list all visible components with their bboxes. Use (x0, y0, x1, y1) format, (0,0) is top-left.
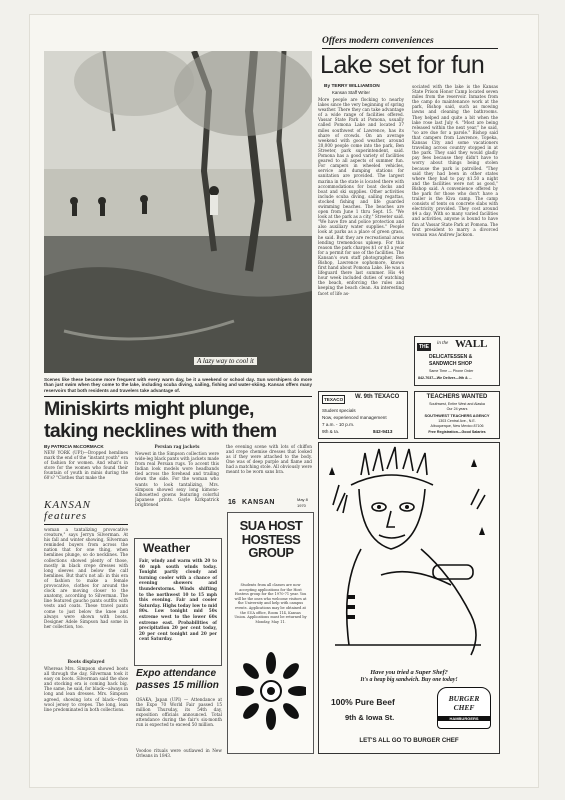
mini-column-1-bottom: Whereas Mrs. Simpson showed boots all through the day, Silverman took it easy on boots. Silverman said the shoe and stocking era is coming back big. The same, he said, for black—always in long and lean dresses. Mrs. Simpson agreed, showing lots of black—from wool jersey to crepes. The long, lean line predominated in both collections. (44, 666, 128, 712)
burger-line1: Have you tried a Super Shef? (370, 669, 448, 676)
texaco-bullet-1: Student specials (322, 408, 356, 413)
burger-logo-3: HAMBURGERS (438, 716, 490, 721)
expo-headline: Expo attendance passes 15 million (136, 668, 219, 691)
flower-decoration-icon (236, 651, 306, 731)
weather-box (134, 538, 222, 666)
mini-column-1-top: NEW YORK (UPI)—Dropped hemlines mark the end of the "instant youth" era of fashion for women. And what's in store for the women who found their fountain of youth in minis during the 60's? "Clothes that make the (44, 450, 128, 481)
wall-ad-wall: WALL (455, 338, 488, 350)
in-the-wall-ad (414, 336, 500, 386)
sua-body: Students from all classes are now accepting applications for the Host Hostess group for the 1970-71 year. You will be the ones who welcome visitors at the University and help with campus events. Applications may be obtained at the SUA office, Room 114, Kansas Union. Applications must be returned by Monday, May 11. (234, 583, 307, 624)
burger-chef-ad (318, 442, 500, 754)
texaco-bullet-2: Now, experienced management (322, 415, 387, 420)
kansan-features-logo: KANSAN features (44, 499, 91, 522)
voodoo-filler: Voodoo rituals were outlawed in New Orleans in 1843. (136, 748, 222, 759)
sua-title: SUA HOST HOSTESS GROUP (239, 518, 303, 560)
mini-subhead-boots: Boots displayed (67, 659, 105, 664)
lake-column-1: More people are flocking to nearby lakes since the very beginning of spring weather. There they can take advantage of a wide range of facilities offered. Vassar State Park at Pomona, usually called Pomona Lake and located 37 miles southwest of Lawrence, has its share of crowds. On an average weekend with good weather, around 20,000 people come into the park, Ben Streeter, park superintendent, said. Pomona has a good variety of facilities geared to all aspects of summer fun. For campers in wheeled vehicles, service and dumping stations for sanitation are provided. The largest marina in the state is located there with accommodations for boat docks and boat and ski supplies. Other activities include scuba diving, sailing regattas, stocked fishing and life guarded swimming beaches. The beaches are open from June 1 thru Sept. 15. "We look at the park as a city," Streeter said. "We have fire and police protection and also auxiliary water supplies." People look at parks as a place of green grass, he said. But they are recreational areas lending tremendous upkeep. For this reason the park charges $1 or $3 a year for a permit for use of the facilities. The Kansan's own staff photographer, Ben Bishop, Lawrence sophomore, knows first hand about Pomona Lake. He was a lifeguard there last summer. His 44 hour week included duties of watching the beach, enforcing the rules and keeping the beach clean. An interesting facet of life as- (318, 97, 404, 296)
wall-ad-the: THE (419, 344, 429, 350)
wall-ad-line1: DELICATESSEN & (429, 354, 473, 360)
teachers-agency: SOUTHWEST TEACHERS AGENCY (424, 413, 490, 418)
burger-chef-logo (437, 687, 491, 729)
section-rule (44, 396, 312, 397)
lake-byline-role: Kansan Staff Writer (332, 90, 370, 95)
lake-headline: Lake set for fun (320, 51, 485, 79)
features-rule (44, 524, 128, 525)
folio-date: May 8 (297, 497, 308, 502)
burger-tagline: LET'S ALL GO TO BURGER CHEF (359, 737, 459, 744)
teachers-addr3: Free Registration—Good Salaries (428, 430, 486, 434)
folio-year: 1970 (297, 503, 306, 508)
burger-logo-1: BURGER (448, 694, 480, 703)
wall-ad-line4: 842-7037—We Deliver—9th & ... (418, 376, 472, 380)
wall-ad-line2: SANDWICH SHOP (429, 361, 473, 367)
folio-page: 16 (228, 499, 236, 506)
indian-chief-illustration (321, 445, 497, 665)
burger-line2: It's a heap big sandwich. Buy one today! (360, 677, 458, 683)
mini-column-3: the evening scene with lots of chiffon and crepe chemise dresses that looked as if they were attached to the body. One was of deep purple and flame and had a matching stole. All obviously were meant to be worn sans bra. (226, 444, 312, 475)
burger-address: 9th & Iowa St. (345, 713, 395, 722)
weather-text: Fair, windy and warm with 20 to 40 mph south winds today. Tonight partly cloudy and turning cooler with a chance of evening showers and thunderstorms. Winds shifting to the northwest 10 to 15 mph this evening. Fair and cooler Saturday. Highs today low to mid 80s. Low tonight mid 50s extreme west to the lower 60s extreme east. Probabilities of precipitation 20 per cent today, 20 per cent tonight and 20 per cent Saturday. (139, 558, 217, 642)
texaco-phone: 842-9413 (373, 429, 393, 434)
lake-byline: By TERRY WILLIAMSON (324, 84, 380, 89)
texaco-hours: 7 a.m. - 10 p.m. (322, 422, 355, 427)
mini-column-2: Newest in the Simpson collection were wide-leg black pants with jackets made from real Persian rugs. To accent this Indian look models wore headbands tied across the forehead and trailing down the side. For the woman who wants to look tantalizing, Mrs. Simpson showed sexy long kimono-silhouetted gowns featuring colorful Japanese prints. Gayle Kirkpatrick brightened (135, 451, 219, 507)
weather-heading: Weather (143, 541, 191, 555)
lake-photo (44, 51, 312, 373)
photo-cutline: Scenes like these become more frequent with every warm day, be it a weekend or school day. Sun worshipers do more than just swim when they come to the lake, including scuba diving, sailing, fishing and water-skiing. Kansas offers many reservoirs that both residents and travelers take advantage of. (44, 377, 312, 393)
teachers-line1: Southwest, Entire West and Alaska (429, 402, 485, 406)
folio-paper: KANSAN (242, 499, 275, 506)
teachers-title: TEACHERS WANTED (426, 394, 488, 400)
burger-beef: 100% Pure Beef (331, 697, 395, 707)
expo-text: OSAKA, Japan (UPI) — Attendance at the Expo 70 World Fair passed 15 million Thursday, its 54th day, exposition officials announced. Total attendance during the fair's six-month run is expected to exceed 50 million. (136, 697, 222, 728)
texaco-brand: TEXACO (324, 397, 344, 402)
photo-caption: A lazy way to cool it (194, 357, 257, 365)
teachers-line2: Our 24 years (446, 407, 468, 411)
miniskirt-headline: Miniskirts might plunge, taking necklines with them (44, 398, 277, 442)
lake-scene-illustration (44, 51, 312, 373)
texaco-ad (318, 391, 408, 439)
burger-logo-2: CHEF (453, 703, 475, 712)
teachers-addr2: Albuquerque, New Mexico 87106 (430, 424, 484, 428)
wall-ad-in: in the (437, 341, 449, 346)
kicker: Offers modern conveniences (322, 36, 434, 46)
texaco-bullet-3: 9th & Ia. (322, 429, 340, 434)
wall-ad-line3: Same Time — Phone Order (429, 369, 474, 373)
mini-byline: By PATRICIA McCORMACK (44, 444, 104, 449)
mini-subhead-persian: Persian rag jackets (154, 444, 200, 449)
lake-column-2: sociated with the lake is the Kansas State Prison Honor Camp located seven miles from the reservoir. Inmates from the camp do maintenance work at the park, Bishop said, such as mowing lawns and cleaning the bathrooms. They helped and quite a bit when the lake rose last July 4. "Most are being released within the next year," he said, "so are due for a parole." Bishop said that campers from Lawrence, Topeka, Kansas City and some vacationers traveling across country stopped in at the park. They said they would gladly pay fees because they didn't have to worry about things being stolen because the park is patrolled. "They said they had been in other states where they had to pay $1.50 a night and the facilities were not as good," Bishop said. A convenience offered by the park for those who don't have a trailer is the Kiva camp. The camp consists of tents on concrete slabs with electricity provided. They cost around $4 a day. With so many varied facilities and activities, anyone is bound to have fun at Vassar State Park at Pomona. The first president to marry a divorced woman was Andrew Jackson. (412, 84, 498, 237)
sua-host-hostess-ad (227, 512, 314, 754)
teachers-addr1: 1303 Central Ave., N.E. (438, 419, 476, 423)
mini-column-1-mid: woman a tantalizing provocative creature," says Jerryn Silverman. At his fall and winter showing, Silverman reminded buyers from across the nation that for one thing, when hemlines plunge, so do necklines. The collections showed plenty of those, mostly in black crepe dresses with long sleeves and below the calf hemlines. But that's not all: in this era of fashion to make a female provocative, clothes for around the clock are moving closer to the anatomy, according to Silverman. The line featured gaucho pants outfits with vests and coats. These travel pants come to just below the knee and always were shown with boots. Designer Adele Simpson had some in her collection, too. (44, 527, 128, 629)
teachers-wanted-ad (414, 391, 500, 439)
kicker-rule (322, 48, 498, 49)
texaco-place: W. 9th TEXACO (355, 394, 400, 400)
